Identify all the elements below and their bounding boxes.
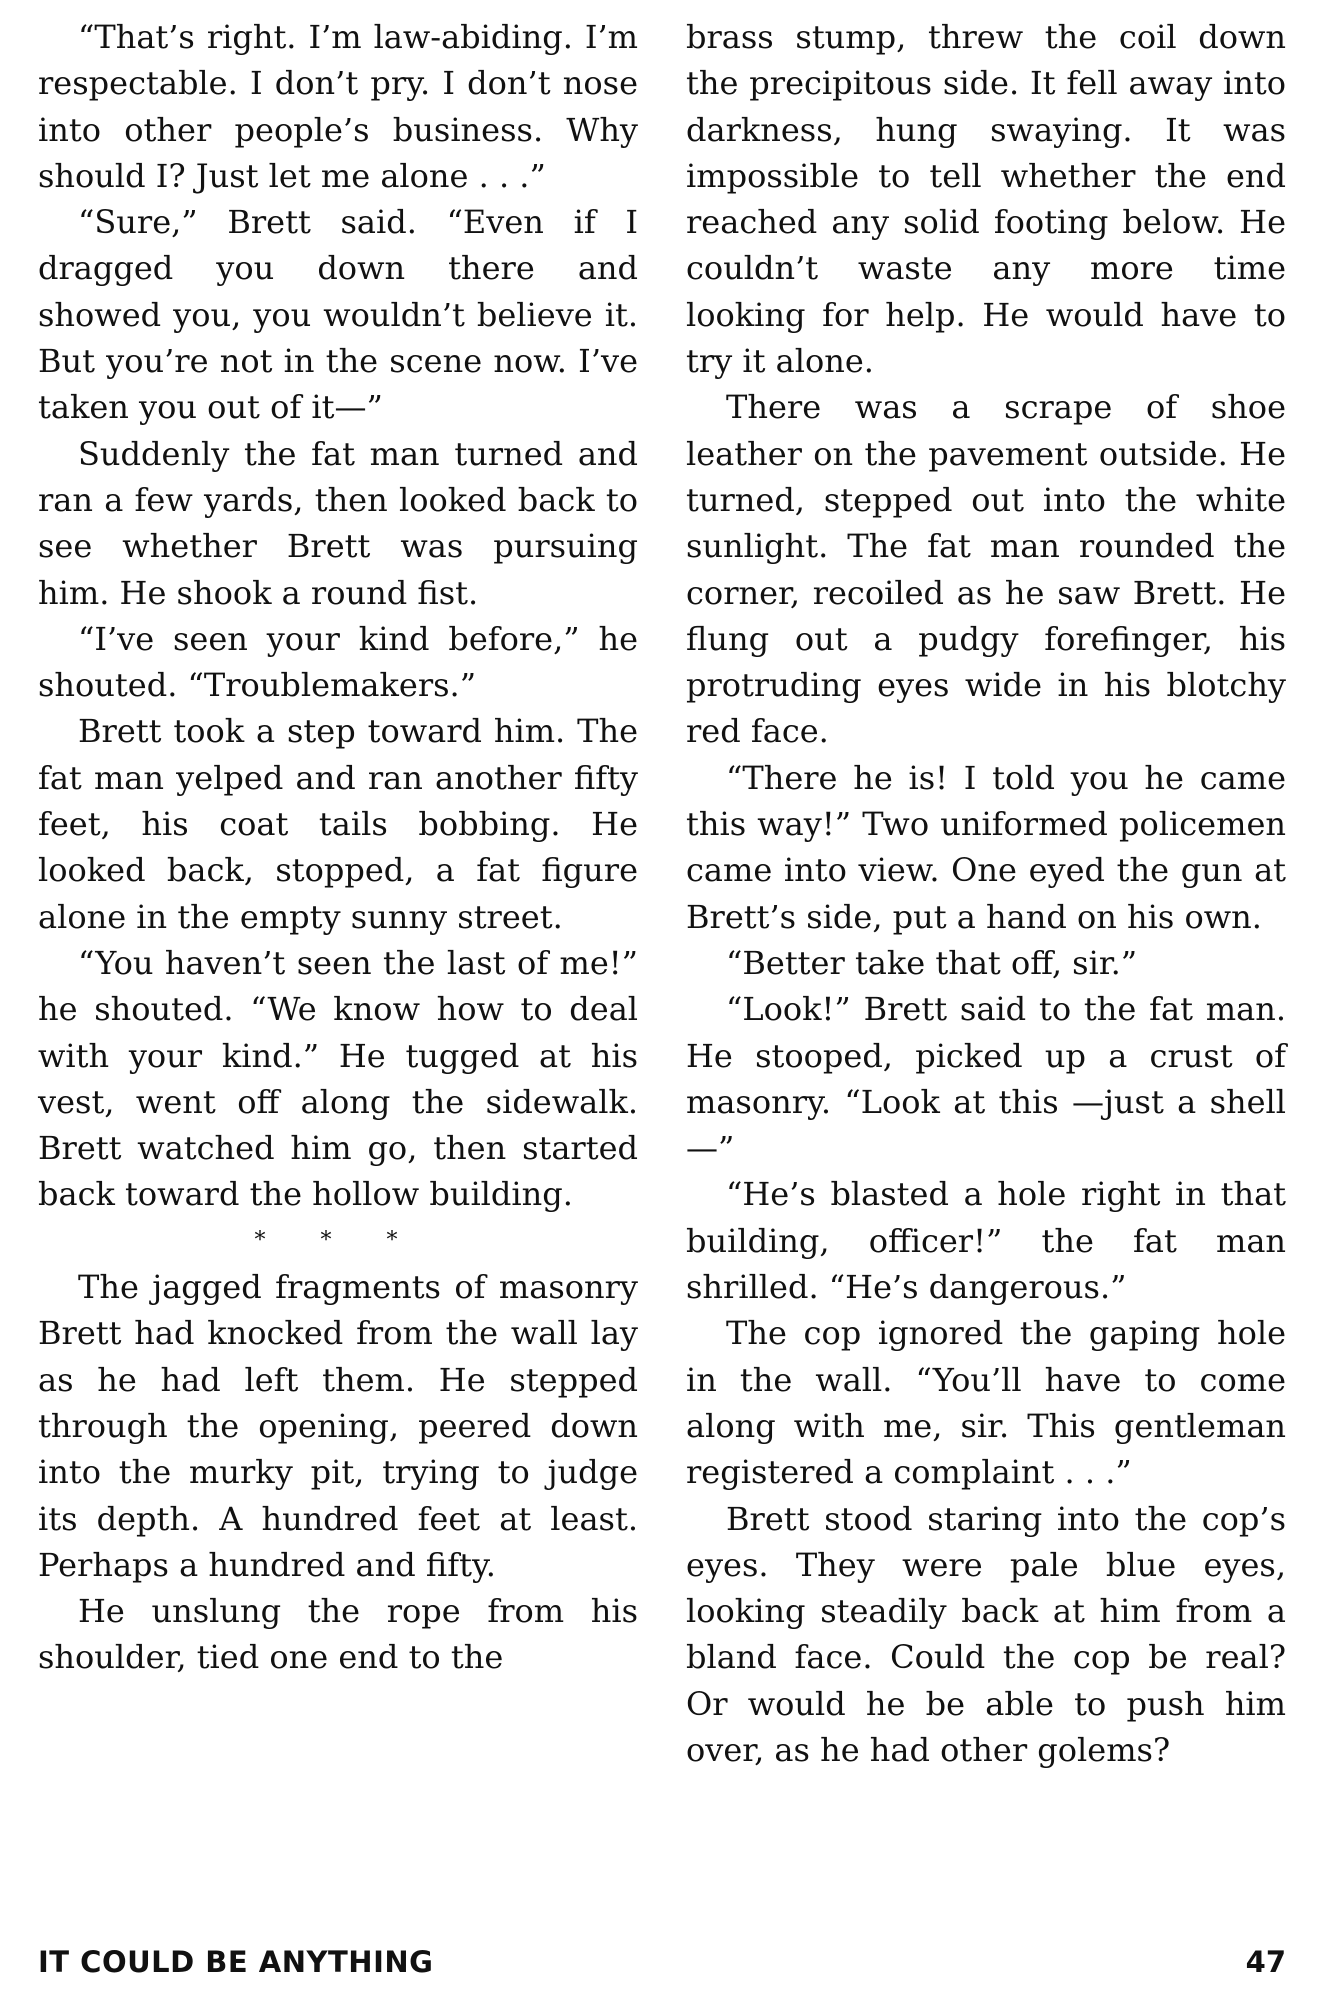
paragraph: “I’ve seen your kind before,” he shouted. “Troublemakers.” (38, 619, 638, 705)
paragraph: “Better take that off, sir.” (726, 943, 1138, 982)
section-break: * * * (254, 1227, 422, 1253)
page-footer (38, 1940, 1286, 1984)
page-number: 47 (1245, 1945, 1286, 1979)
paragraph: “He’s blasted a hole right in that building, officer!” the fat man shrilled. “He’s dangerous.” (686, 1175, 1286, 1307)
paragraph: There was a scrape of shoe leather on the pavement outside. He turned, stepped out into the white sunlight. The fat man rounded the corner, recoiled as he saw Brett. He flung out a pudgy forefinger, his protruding eyes wide in his blotchy red face. (686, 388, 1286, 751)
paragraph: “You haven’t seen the last of me!” he shouted. “We know how to deal with your kind.” He tugged at his vest, went off along the sidewalk. Brett watched him go, then started back toward the hollow building. (38, 943, 638, 1214)
right-text-column (686, 14, 1286, 1773)
paragraph-continued: brass stump, threw the coil down the precipitous side. It fell away into darkness, hung swaying. It was impossible to tell whether the end reached any solid footing below. He couldn’t waste any more time looking for help. He would have to try it alone. (686, 18, 1286, 381)
paragraph: He unslung the rope from his shoulder, tied one end to the (38, 1592, 638, 1677)
paragraph: Suddenly the fat man turned and ran a few yards, then looked back to see whether Brett was pursuing him. He shook a round fist. (38, 434, 638, 612)
paragraph: “There he is! I told you he came this way!” Two uniformed policemen came into view. One eyed the gun at Brett’s side, put a hand on his own. (686, 758, 1286, 936)
paragraph: “Look!” Brett said to the fat man. He stooped, picked up a crust of masonry. “Look at this —just a shell—” (686, 990, 1286, 1168)
running-title: IT COULD BE ANYTHING (38, 1945, 434, 1979)
paragraph: “Sure,” Brett said. “Even if I dragged you down there and showed you, you wouldn’t believe it. But you’re not in the scene now. I’ve taken you out of it—” (38, 203, 638, 427)
left-text-column (38, 14, 638, 1681)
paragraph: “That’s right. I’m law-abiding. I’m respectable. I don’t pry. I don’t nose into other people’s business. Why should I? Just let me alone . . .” (38, 18, 638, 195)
paragraph: The cop ignored the gaping hole in the wall. “You’ll have to come along with me, sir. This gentleman registered a complaint . . .” (686, 1314, 1286, 1492)
paragraph: Brett stood staring into the cop’s eyes. They were pale blue eyes, looking steadily back at him from a bland face. Could the cop be real? Or would he be able to push him over, as he had other golems? (686, 1499, 1286, 1769)
paragraph: Brett took a step toward him. The fat man yelped and ran another fifty feet, his coat tails bobbing. He looked back, stopped, a fat figure alone in the empty sunny street. (38, 712, 638, 936)
paragraph: The jagged fragments of masonry Brett had knocked from the wall lay as he had left them. He stepped through the opening, peered down into the murky pit, trying to judge its depth. A hundred feet at least. Perhaps a hundred and fifty. (38, 1268, 638, 1584)
